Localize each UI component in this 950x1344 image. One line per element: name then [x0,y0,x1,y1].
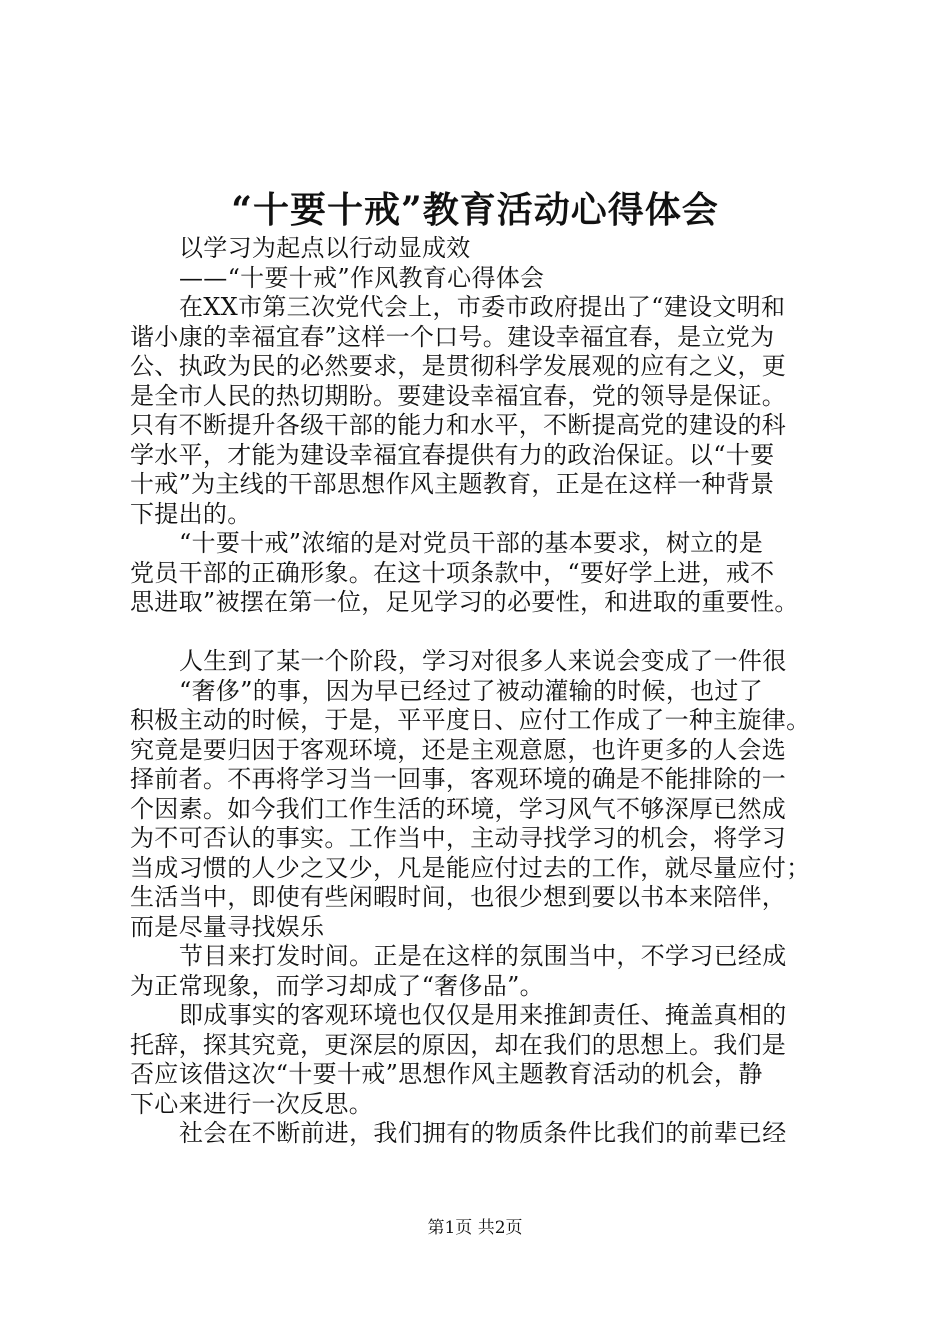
text-line: 公、执政为民的必然要求，是贯彻科学发展观的应有之义，更 [130,352,787,380]
text-line: 个因素。如今我们工作生活的环境，学习风气不够深厚已然成 [130,794,787,823]
text-line: 当成习惯的人少之又少，凡是能应付过去的工作，就尽量应付； [130,853,811,882]
page-footer: 第1页 共2页 [427,1218,523,1238]
text-line: 谐小康的幸福宜春”这样一个口号。建设幸福宜春，是立党为 [130,322,775,351]
text-line: 托辞，探其究竟，更深层的原因，却在我们的思想上。我们是 [130,1030,787,1059]
text-line: “十要十戒”浓缩的是对党员干部的基本要求，树立的是 [179,529,764,557]
text-line: 只有不断提升各级干部的能力和水平，不断提高党的建设的科 [130,411,787,439]
text-line: 即成事实的客观环境也仅仅是用来推卸责任、掩盖真相的 [179,1001,787,1029]
text-line: 生活当中，即使有些闲暇时间，也很少想到要以书本来陪伴， [130,883,787,911]
text-line: “奢侈”的事，因为早已经过了被动灌输的时候，也过了 [179,676,764,705]
text-line: 而是尽量寻找娱乐 [130,912,325,941]
text-line: 党员干部的正确形象。在这十项条款中，“要好学上进，戒不 [130,558,775,587]
text-line: 下心来进行一次反思。 [130,1089,373,1118]
text-line: 学水平，才能为建设幸福宜春提供有力的政治保证。以“十要 [130,440,775,469]
document-title: “十要十戒”教育活动心得体会 [231,189,719,231]
text-line: 下提出的。 [130,499,252,528]
text-line: 社会在不断前进，我们拥有的物质条件比我们的前辈已经 [179,1119,787,1147]
text-line: 节目来打发时间。正是在这样的氛围当中，不学习已经成 [179,942,787,970]
text-line: 是全市人民的热切期盼。要建设幸福宜春，党的领导是保证。 [130,381,787,410]
text-line: 积极主动的时候，于是，平平度日、应付工作成了一种主旋律。 [130,706,811,734]
text-line: 在XX市第三次党代会上，市委市政府提出了“建设文明和 [179,293,786,321]
text-line: 为正常现象，而学习却成了“奢侈品”。 [130,971,544,1000]
text-line: 人生到了某一个阶段，学习对很多人来说会变成了一件很 [179,647,787,675]
text-line: 否应该借这次“十要十戒”思想作风主题教育活动的机会，静 [130,1060,763,1088]
text-line: 究竟是要归因于客观环境，还是主观意愿，也许更多的人会选 [130,735,787,764]
text-line: ——“十要十戒”作风教育心得体会 [179,263,545,292]
document-body [130,234,840,1149]
text-line: 思进取”被摆在第一位，足见学习的必要性，和进取的重要性。 [130,588,799,616]
text-line: 择前者。不再将学习当一回事，客观环境的确是不能排除的一 [130,765,787,793]
text-line: 为不可否认的事实。工作当中，主动寻找学习的机会，将学习 [130,824,787,852]
text-line: 以学习为起点以行动显成效 [179,234,471,262]
paragraph-gap [130,618,840,648]
text-line: 十戒”为主线的干部思想作风主题教育，正是在这样一种背景 [130,470,775,498]
